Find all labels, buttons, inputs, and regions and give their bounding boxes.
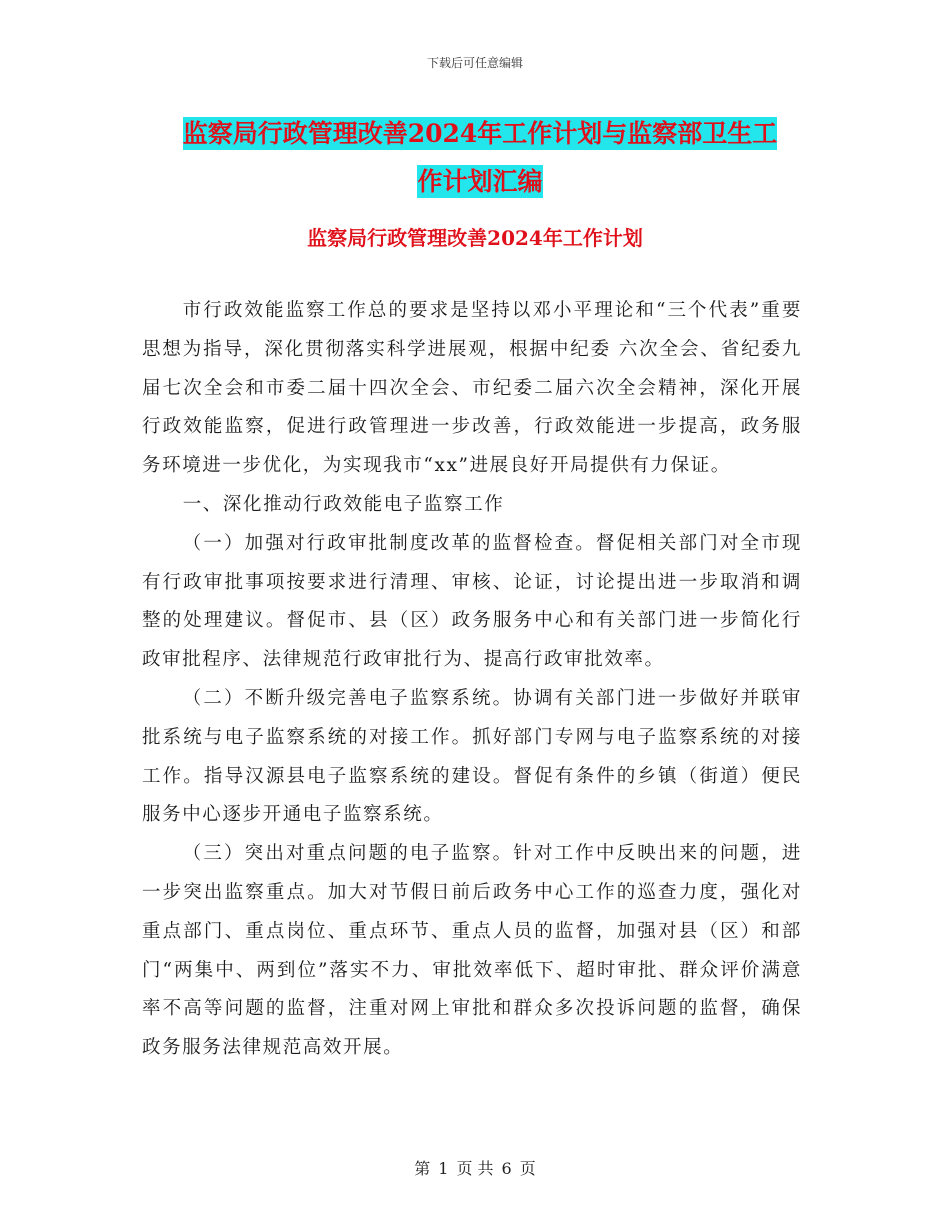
section-title: 监察局行政管理改善2024年工作计划: [307, 226, 643, 250]
paragraph-item-1: （一）加强对行政审批制度改革的监督检查。督促相关部门对全市现有行政审批事项按要求进行清理、审核、论证，讨论提出进一步取消和调整的处理建议。督促市、县（区）政务服务中心和有关部门进一步简化行政审批程序、法律规范行政审批行为、提高行政审批效率。: [142, 532, 802, 671]
page-mid: 页 共: [456, 1159, 494, 1178]
page-current: 1: [438, 1159, 449, 1178]
document-body: [142, 292, 802, 1068]
header-note: 下载后可任意编辑: [426, 56, 523, 70]
document-title-line2: 作计划汇编: [417, 167, 543, 196]
page-number: [0, 1156, 950, 1179]
document-title-line1: 监察局行政管理改善2024年工作计划与监察部卫生工: [182, 119, 778, 148]
paragraph-intro: 市行政效能监察工作总的要求是坚持以邓小平理论和“三个代表”重要思想为指导，深化贯彻落实科学进展观，根据中纪委 六次全会、省纪委九届七次全会和市委二届十四次全会、市纪委二届六次全会精神，深化开展行政效能监察，促进行政管理进一步改善，行政效能进一步提高，政务服务环境进一步优化，为实现我市“xx”进展良好开局提供有力保证。: [142, 300, 802, 477]
page-total: 6: [501, 1159, 512, 1178]
document-title: [140, 110, 820, 206]
paragraph-item-3: （三）突出对重点问题的电子监察。针对工作中反映出来的问题，进一步突出监察重点。加大对节假日前后政务中心工作的巡查力度，强化对重点部门、重点岗位、重点环节、重点人员的监督，加强对县（区）和部门“两集中、两到位”落实不力、审批效率低下、超时审批、群众评价满意率不高等问题的监督，注重对网上审批和群众多次投诉问题的监督，确保政务服务法律规范高效开展。: [142, 843, 802, 1059]
paragraph-item-2: （二）不断升级完善电子监察系统。协调有关部门进一步做好并联审批系统与电子监察系统的对接工作。抓好部门专网与电子监察系统的对接工作。指导汉源县电子监察系统的建设。督促有条件的乡镇（街道）便民服务中心逐步开通电子监察系统。: [142, 687, 802, 826]
page-suffix: 页: [519, 1159, 536, 1178]
paragraph-heading-1: 一、深化推动行政效能电子监察工作: [182, 493, 505, 515]
page-prefix: 第: [414, 1159, 431, 1178]
